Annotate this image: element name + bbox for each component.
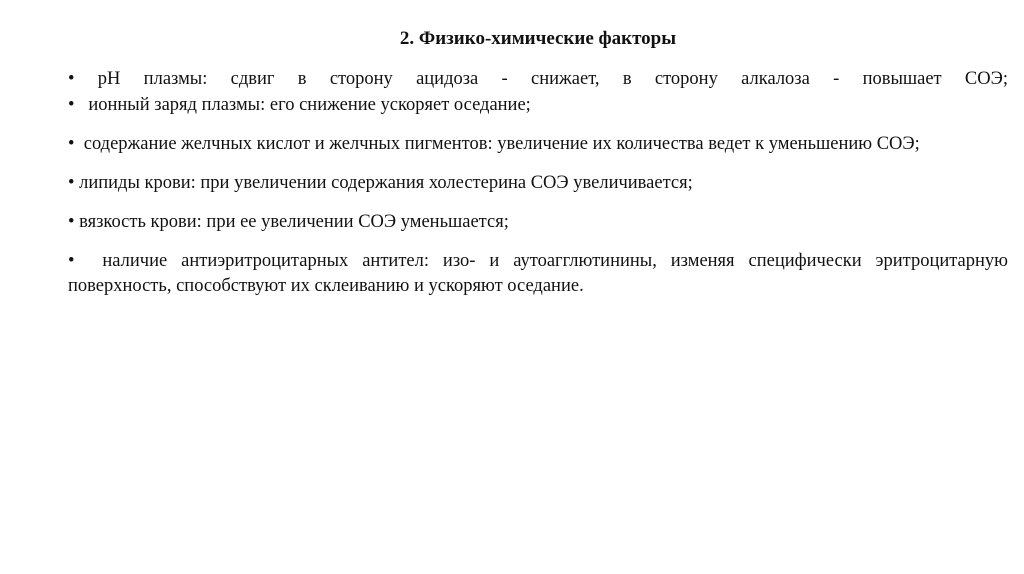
list-item-viscosity: • вязкость крови: при ее увеличении СОЭ уменьшается;	[68, 212, 509, 232]
list-item-ph: • pH плазмы: сдвиг в сторону ацидоза - снижает, в сторону алкалоза - повышает СОЭ;	[68, 69, 1008, 89]
slide-title: 2. Физико-химические факторы	[399, 28, 677, 49]
list-item-ion-charge: • ионный заряд плазмы: его снижение ускоряет оседание;	[68, 95, 531, 115]
list-item-antibodies: • наличие антиэритроцитарных антител: изо- и аутоагглютинины, изменяя специфически эритроцитарную поверхность, способствуют их склеиванию и ускоряют оседание.	[68, 251, 1013, 296]
list-item-bile-acids: • содержание желчных кислот и желчных пигментов: увеличение их количества ведет к уменьшению СОЭ;	[68, 134, 920, 154]
list-item-lipids: • липиды крови: при увеличении содержания холестерина СОЭ увеличивается;	[68, 173, 693, 193]
